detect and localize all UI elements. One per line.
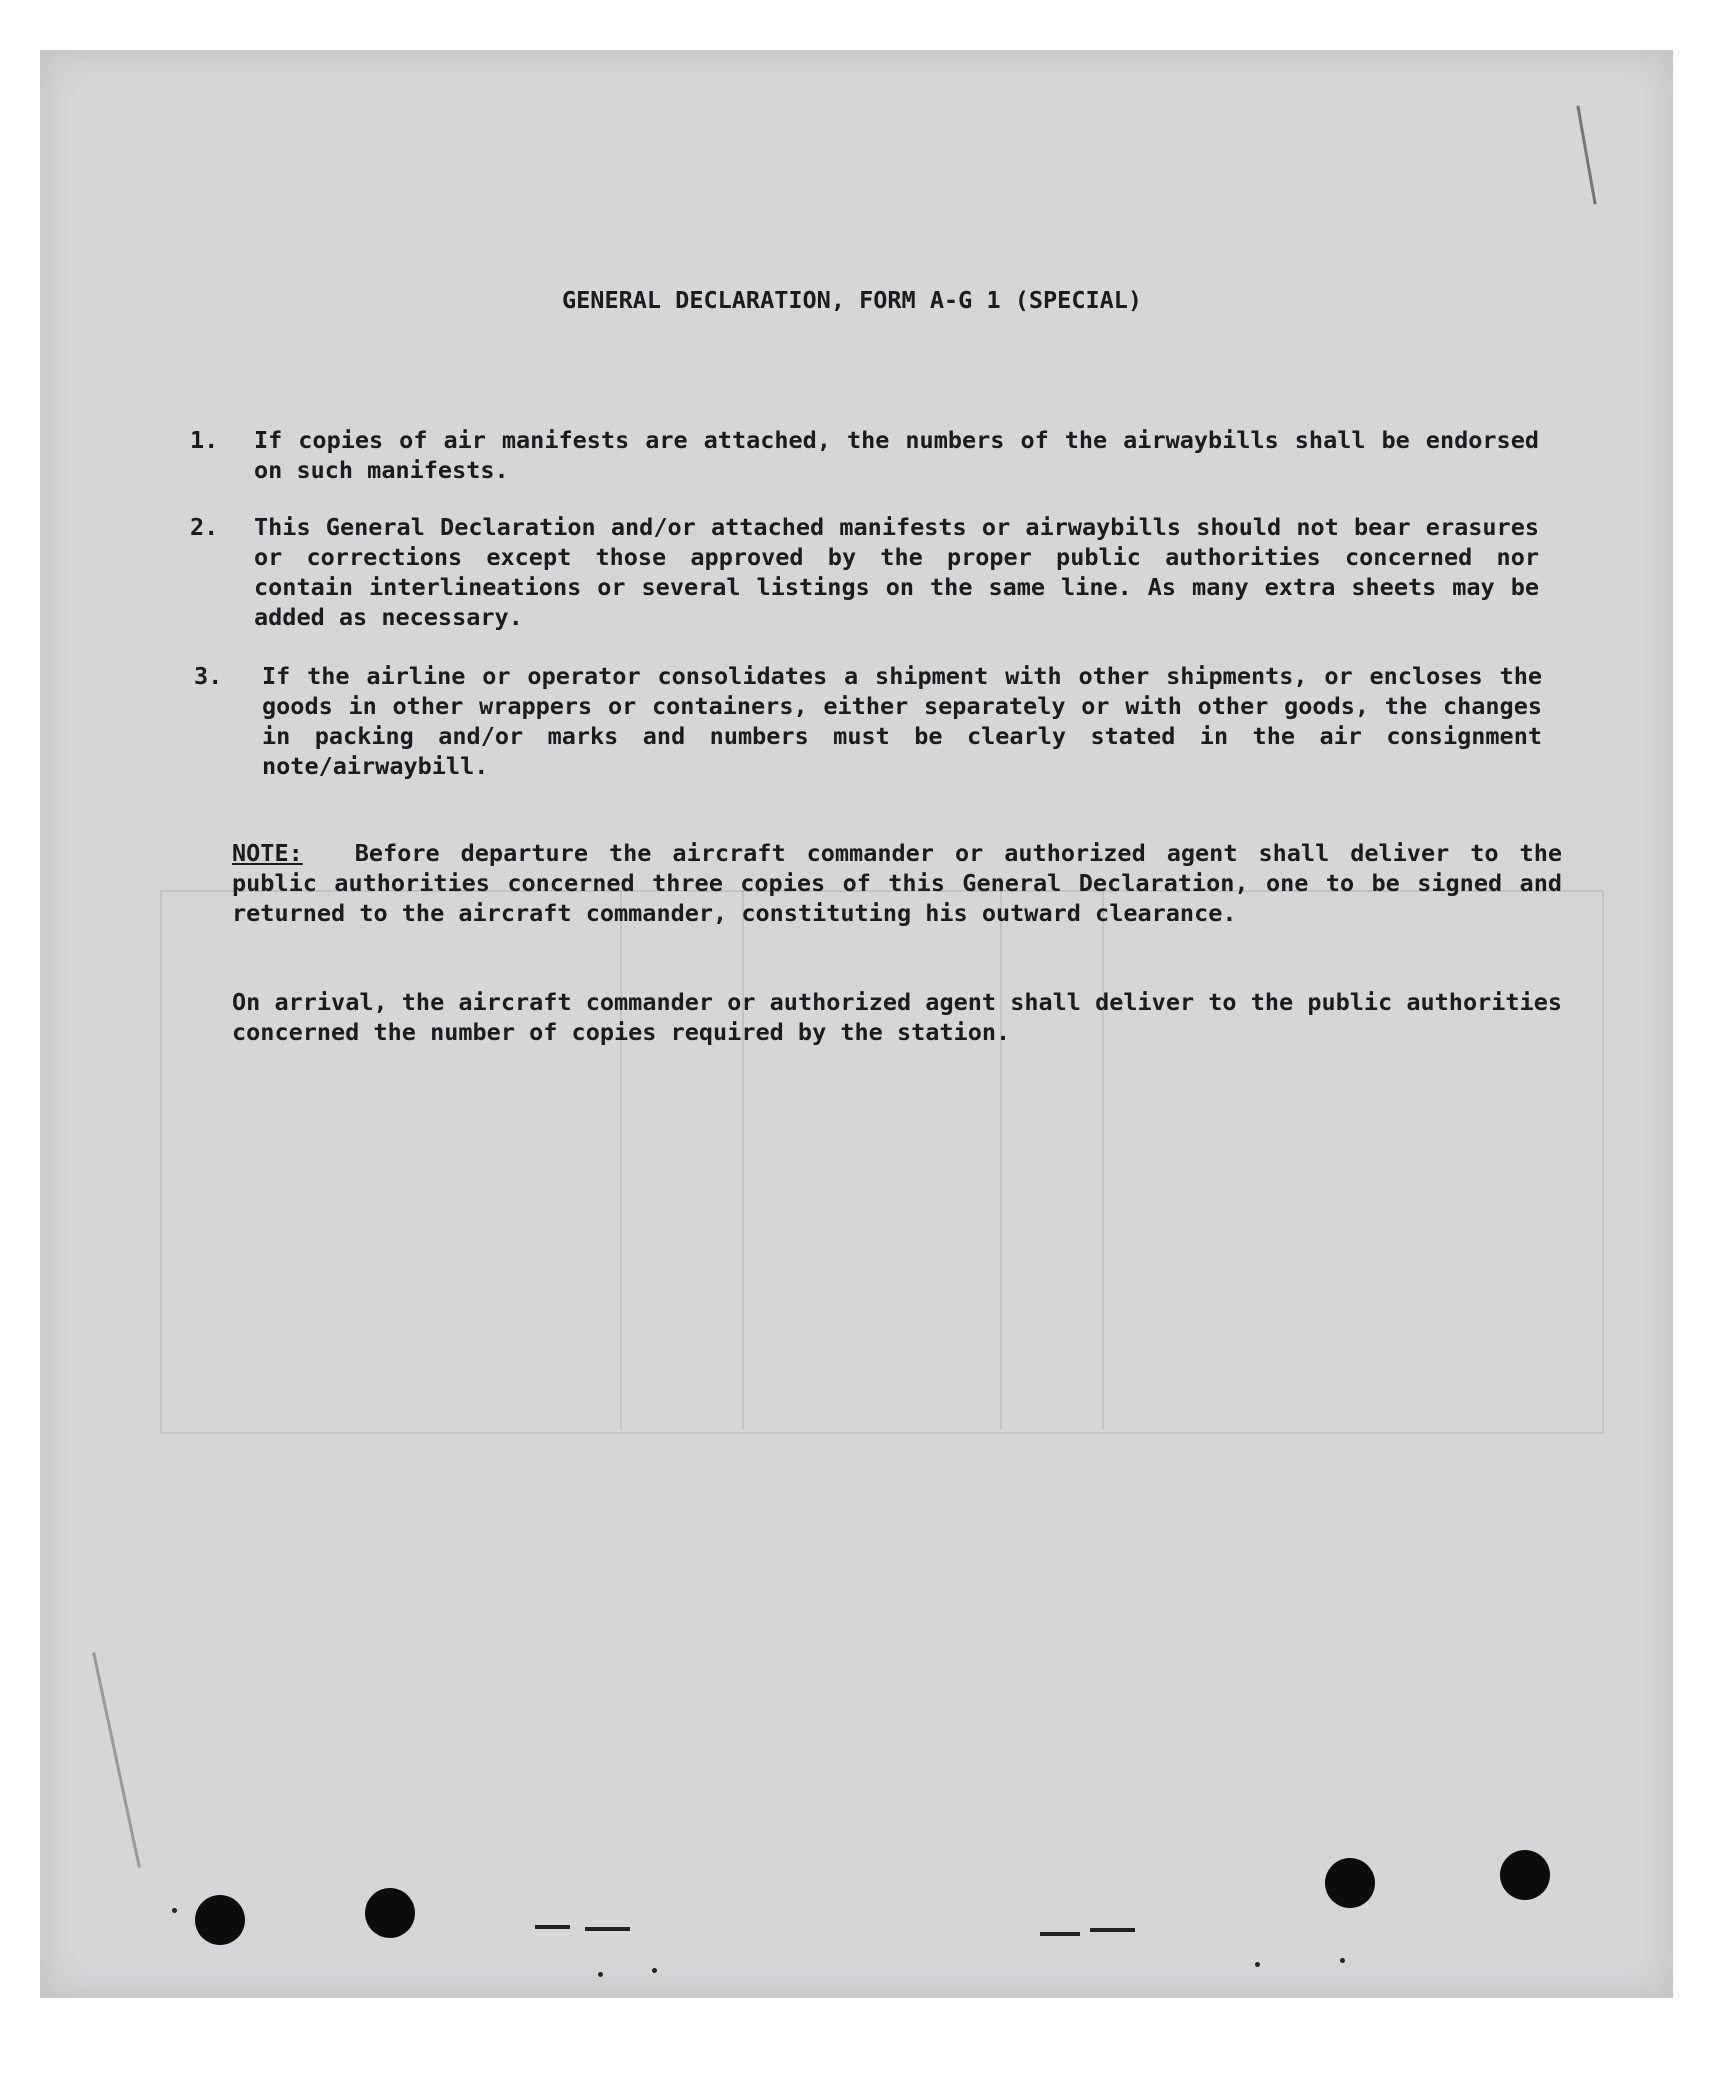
- punch-hole-icon: [1325, 1858, 1375, 1908]
- note-paragraph: [232, 838, 1562, 928]
- scan-mark: [1090, 1928, 1135, 1932]
- document-page: [40, 50, 1673, 1998]
- punch-hole-icon: [195, 1895, 245, 1945]
- scan-mark: [535, 1925, 570, 1929]
- list-item-number: 3.: [194, 662, 223, 690]
- punch-hole-icon: [1500, 1850, 1550, 1900]
- scan-edge-mark: [92, 1652, 141, 1868]
- note-text: Before departure the aircraft commander or authorized agent shall deliver to the public authorities concerned three copies of this General Declaration, one to be signed and returned to the aircraft commander, constituting his outward clearance.: [232, 839, 1562, 927]
- list-item-number: 2.: [190, 513, 219, 541]
- scan-mark: [1040, 1932, 1080, 1936]
- bleed-through-column: [1000, 890, 1104, 1430]
- punch-hole-icon: [365, 1888, 415, 1938]
- scan-mark: [1255, 1962, 1260, 1967]
- list-item-number: 1.: [190, 426, 219, 454]
- note-label: NOTE:: [232, 839, 303, 867]
- list-item-text: If copies of air manifests are attached, the numbers of the airwaybills shall be endorsed on such manifests.: [254, 426, 1539, 484]
- scan-edge-mark: [1576, 105, 1596, 204]
- scan-mark: [652, 1968, 657, 1973]
- list-item-text: If the airline or operator consolidates a shipment with other shipments, or encloses the goods in other wrappers or containers, either separately or with other goods, the changes in packing and/or marks and numbers must be clearly stated in the air consignment note/airwaybill.: [262, 662, 1542, 780]
- bleed-through-column: [620, 890, 744, 1430]
- list-item-text: This General Declaration and/or attached manifests or airwaybills should not bear erasures or corrections except those approved by the proper public authorities concerned nor contain interlineations or several listings on the same line. As many extra sheets may be added as necessary.: [254, 513, 1539, 631]
- scan-mark: [598, 1972, 603, 1977]
- scan-mark: [585, 1927, 630, 1931]
- scan-mark: [1340, 1958, 1345, 1963]
- page-title: GENERAL DECLARATION, FORM A-G 1 (SPECIAL): [562, 286, 1143, 314]
- arrival-paragraph: On arrival, the aircraft commander or authorized agent shall deliver to the public authorities concerned the number of copies required by the station.: [232, 988, 1562, 1046]
- bleed-through-table: [160, 890, 1604, 1434]
- scan-mark: [172, 1908, 177, 1913]
